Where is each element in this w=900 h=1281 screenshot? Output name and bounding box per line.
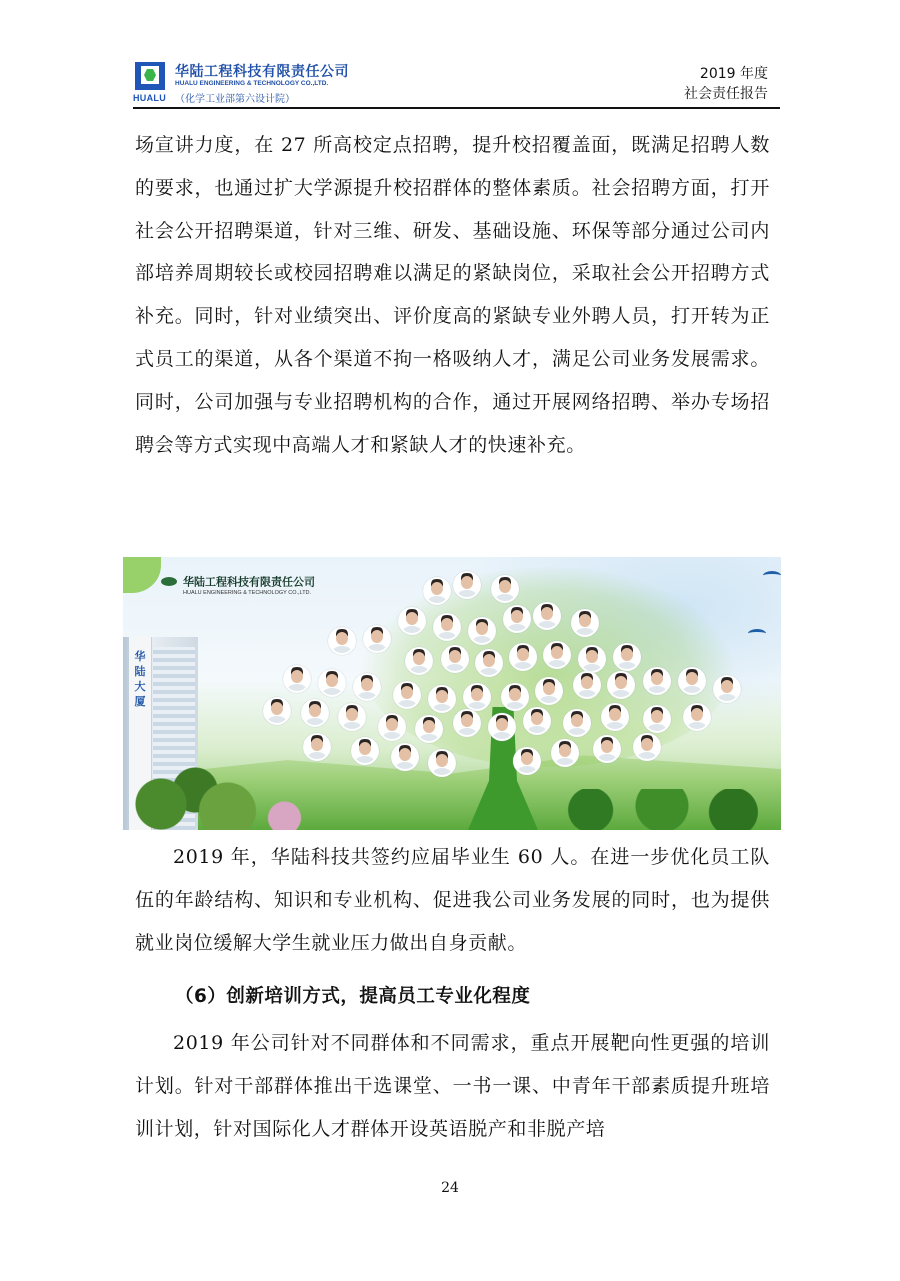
company-name-cn: 华陆工程科技有限责任公司 <box>175 64 349 80</box>
bird-icon <box>763 571 781 580</box>
sinochem-mark-icon <box>161 577 177 586</box>
paragraph-text: 2019 年，华陆科技共签约应届毕业生 60 人。在进一步优化员工队伍的年龄结构、知识和专业机构、促进我公司业务发展的同时，也为提供就业岗位缓解大学生就业压力做出自身贡献。 <box>135 846 770 954</box>
bird-icon <box>748 629 766 638</box>
paragraph-recruitment <box>135 124 770 466</box>
leaf-decoration-icon <box>123 557 161 593</box>
section-heading: （6）创新培训方式，提高员工专业化程度 <box>175 986 531 1007</box>
building-sign: 华陆大厦 <box>134 650 146 708</box>
report-title-block <box>684 64 768 104</box>
logo-text: HUALU <box>133 93 166 103</box>
image-company-logo <box>161 571 315 596</box>
image-logo-en: HUALU ENGINEERING & TECHNOLOGY CO.,LTD. <box>183 590 312 596</box>
paragraph-training <box>135 1022 770 1150</box>
page-number: 24 <box>441 1180 459 1196</box>
report-title: 社会责任报告 <box>684 86 768 102</box>
image-logo-cn: 华陆工程科技有限责任公司 <box>183 575 315 589</box>
paragraph-text: 场宣讲力度，在 27 所高校定点招聘，提升校招覆盖面，既满足招聘人数的要求，也通过扩大学源提升校招群体的整体素质。社会招聘方面，打开社会公开招聘渠道，针对三维、研发、基础设施、环保等部分通过公司内部培养周期较长或校园招聘难以满足的紧缺岗位，采取社会公开招聘方式补充。同时，针对业绩突出、评价度高的紧缺专业外聘人员，打开转为正式员工的渠道，从各个渠道不拘一格吸纳人才，满足公司业务发展需求。同时，公司加强与专业招聘机构的合作，通过开展网络招聘、举办专场招聘会等方式实现中高端人才和紧缺人才的快速补充。 <box>135 134 770 456</box>
paragraph-graduates <box>135 836 770 964</box>
page-header <box>133 58 778 106</box>
header-divider <box>133 107 780 109</box>
company-subtitle: （化学工业部第六设计院） <box>175 94 295 105</box>
recruits-tree-photo <box>123 557 781 830</box>
hualu-logo-icon <box>133 60 169 104</box>
company-name-en: HUALU ENGINEERING & TECHNOLOGY CO.,LTD. <box>175 80 329 87</box>
report-year: 2019 年度 <box>699 66 768 82</box>
paragraph-text: 2019 年公司针对不同群体和不同需求，重点开展靶向性更强的培训计划。针对干部群体推出干选课堂、一书一课、中青年干部素质提升班培训计划，针对国际化人才群体开设英语脱产和非脱产培 <box>135 1032 770 1140</box>
